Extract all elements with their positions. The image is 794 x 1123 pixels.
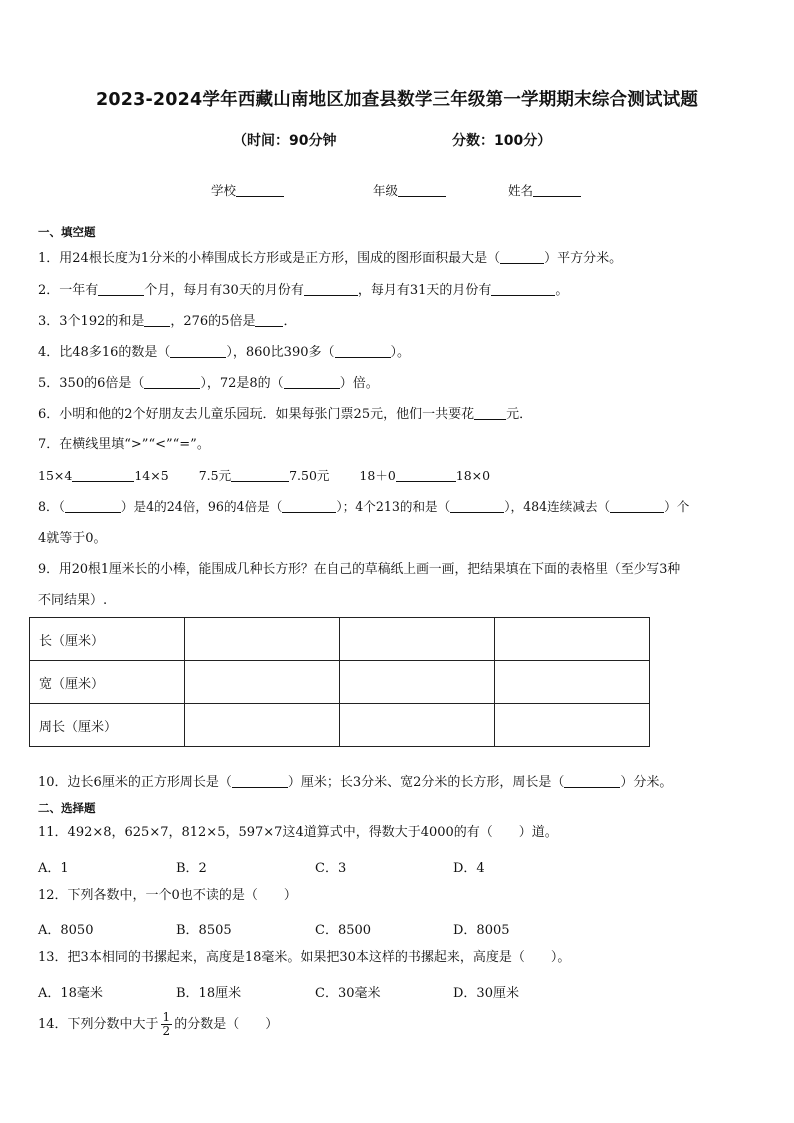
q4-text-c: ）。: [390, 345, 411, 360]
row-label-width: 宽（厘米）: [30, 661, 185, 704]
q2-text-d: 。: [555, 283, 569, 298]
question-8-cont: 4就等于0。: [38, 531, 107, 546]
q12-option-a[interactable]: A．8050: [38, 923, 94, 938]
q3-blank-1[interactable]: [144, 313, 170, 327]
table-cell[interactable]: [340, 618, 495, 661]
fraction-denominator: 2: [162, 1024, 171, 1038]
q11-option-a[interactable]: A．1: [38, 861, 69, 876]
question-5: [38, 375, 379, 392]
q2-blank-2[interactable]: [304, 282, 358, 296]
q10-text-a: 10．边长6厘米的正方形周长是（: [38, 775, 232, 790]
q7-expr-2-left: 7.5元: [198, 468, 232, 483]
q5-text-b: ），72是8的（: [200, 376, 284, 391]
question-4: [38, 344, 410, 361]
q10-blank-1[interactable]: [232, 774, 288, 788]
row-label-perimeter: 周长（厘米）: [30, 704, 185, 747]
q2-text-c: ，每月有31天的月份有: [357, 283, 492, 298]
q14-text-a: 14．下列分数中大于: [38, 1017, 159, 1032]
q10-text-c: ）分米。: [620, 775, 673, 790]
question-8: [38, 499, 689, 515]
q13-option-c[interactable]: C．30毫米: [315, 986, 381, 1001]
q8-text-c: ）；4个213的和是（: [336, 499, 451, 514]
q3-text-b: ，276的5倍是: [170, 314, 256, 329]
q1-text-b: ）平方分米。: [544, 251, 623, 266]
table-row: [30, 704, 650, 747]
question-3: [38, 313, 296, 330]
grade-label: 年级: [373, 183, 399, 198]
school-label: 学校: [211, 183, 237, 198]
q12-option-d[interactable]: D．8005: [453, 923, 510, 938]
school-blank[interactable]: [236, 184, 284, 197]
question-12: 12．下列各数中，一个0也不读的是（ ）: [38, 888, 297, 903]
question-9: 9．用20根1厘米长的小棒，能围成几种长方形？在自己的草稿纸上画一画，把结果填在下面的表格里（至少写3种: [38, 562, 681, 577]
q8-text-d: ），484连续减去（: [504, 499, 611, 514]
q11-option-b[interactable]: B．2: [176, 861, 207, 876]
question-1: [38, 250, 622, 267]
q2-text-a: 2．一年有: [38, 283, 99, 298]
table-cell[interactable]: [495, 618, 650, 661]
q1-blank[interactable]: [500, 250, 544, 264]
q4-text-b: ），860比390多（: [226, 345, 335, 360]
question-7: 7．在横线里填“>”“<”“=”。: [38, 437, 210, 452]
table-cell[interactable]: [340, 704, 495, 747]
table-cell[interactable]: [185, 618, 340, 661]
grade-field[interactable]: [373, 181, 446, 199]
q4-blank-2[interactable]: [335, 344, 391, 358]
q9-answer-table: [29, 617, 650, 747]
row-label-length: 长（厘米）: [30, 618, 185, 661]
exam-score: 分数：100分）: [452, 133, 552, 149]
q12-option-b[interactable]: B．8505: [176, 923, 232, 938]
table-row: [30, 618, 650, 661]
question-2: [38, 282, 568, 299]
q12-option-c[interactable]: C．8500: [315, 923, 372, 938]
q8-blank-4[interactable]: [610, 499, 664, 513]
q13-option-a[interactable]: A．18毫米: [38, 986, 103, 1001]
exam-time: （时间：90分钟: [233, 133, 337, 149]
q2-blank-1[interactable]: [98, 282, 144, 296]
name-blank[interactable]: [533, 184, 581, 197]
q13-option-b[interactable]: B．18厘米: [176, 986, 242, 1001]
q8-blank-2[interactable]: [282, 499, 336, 513]
q14-text-b: 的分数是（ ）: [174, 1017, 279, 1032]
question-6: [38, 406, 532, 423]
q8-text-e: ）个: [664, 499, 690, 514]
q10-text-b: ）厘米；长3分米、宽2分米的长方形，周长是（: [287, 775, 565, 790]
q7-expr-2-right: 7.50元: [289, 468, 330, 483]
q11-option-c[interactable]: C．3: [315, 861, 347, 876]
question-14: [38, 1010, 278, 1040]
question-7-expressions: [38, 468, 490, 484]
name-field[interactable]: [508, 181, 581, 199]
q3-blank-2[interactable]: [255, 313, 283, 327]
page-title: 2023-2024学年西藏山南地区加查县数学三年级第一学期期末综合测试试题: [95, 90, 699, 110]
q2-blank-3[interactable]: [491, 282, 555, 296]
q7-blank-2[interactable]: [231, 468, 289, 482]
q6-text-a: 6．小明和他的2个好朋友去儿童乐园玩．如果每张门票25元，他们一共要花: [38, 407, 475, 422]
q5-blank-1[interactable]: [144, 375, 200, 389]
fraction-numerator: 1: [162, 1010, 171, 1024]
question-9-cont: 不同结果）.: [38, 593, 108, 608]
q7-expr-1-right: 14×5: [134, 468, 169, 483]
q5-text-a: 5．350的6倍是（: [38, 376, 145, 391]
q5-blank-2[interactable]: [284, 375, 340, 389]
table-cell[interactable]: [185, 704, 340, 747]
q3-text-c: ．: [283, 314, 297, 329]
table-cell[interactable]: [185, 661, 340, 704]
q8-blank-3[interactable]: [450, 499, 504, 513]
q8-text-b: ）是4的24倍，96的4倍是（: [120, 499, 283, 514]
q7-expr-3-left: 18＋0: [359, 468, 396, 483]
q7-expr-1-left: 15×4: [38, 468, 73, 483]
section-fill-blanks: 一、填空题: [38, 225, 96, 239]
question-11: 11．492×8，625×7，812×5，597×7这4道算式中，得数大于4000的有（ ）道。: [38, 825, 558, 840]
q6-blank[interactable]: [474, 406, 506, 420]
q11-option-d[interactable]: D．4: [453, 861, 485, 876]
q5-text-c: ）倍。: [339, 376, 379, 391]
q3-text-a: 3．3个192的和是: [38, 314, 145, 329]
table-cell[interactable]: [495, 704, 650, 747]
q7-expr-3-right: 18×0: [455, 468, 491, 483]
question-13: 13．把3本相同的书摞起来，高度是18毫米。如果把30本这样的书摞起来，高度是（ ）。: [38, 950, 571, 965]
q7-blank-3[interactable]: [396, 468, 456, 482]
table-cell[interactable]: [495, 661, 650, 704]
school-field[interactable]: [211, 181, 284, 199]
section-multiple-choice: 二、选择题: [38, 801, 96, 815]
grade-blank[interactable]: [398, 184, 446, 197]
q2-text-b: 个月，每月有30天的月份有: [144, 283, 304, 298]
q1-text-a: 1．用24根长度为1分米的小棒围成长方形或是正方形，围成的图形面积最大是（: [38, 251, 501, 266]
q6-text-b: 元．: [506, 407, 533, 422]
q4-text-a: 4．比48多16的数是（: [38, 345, 171, 360]
table-cell[interactable]: [340, 661, 495, 704]
q7-blank-1[interactable]: [72, 468, 134, 482]
q10-blank-2[interactable]: [564, 774, 620, 788]
table-row: [30, 661, 650, 704]
q8-blank-1[interactable]: [65, 499, 121, 513]
q13-option-d[interactable]: D．30厘米: [453, 986, 519, 1001]
fraction-one-half: [161, 1011, 173, 1038]
name-label: 姓名: [508, 183, 534, 198]
q4-blank-1[interactable]: [170, 344, 226, 358]
question-10: [38, 774, 672, 791]
q8-text-a: 8．（: [38, 499, 65, 514]
